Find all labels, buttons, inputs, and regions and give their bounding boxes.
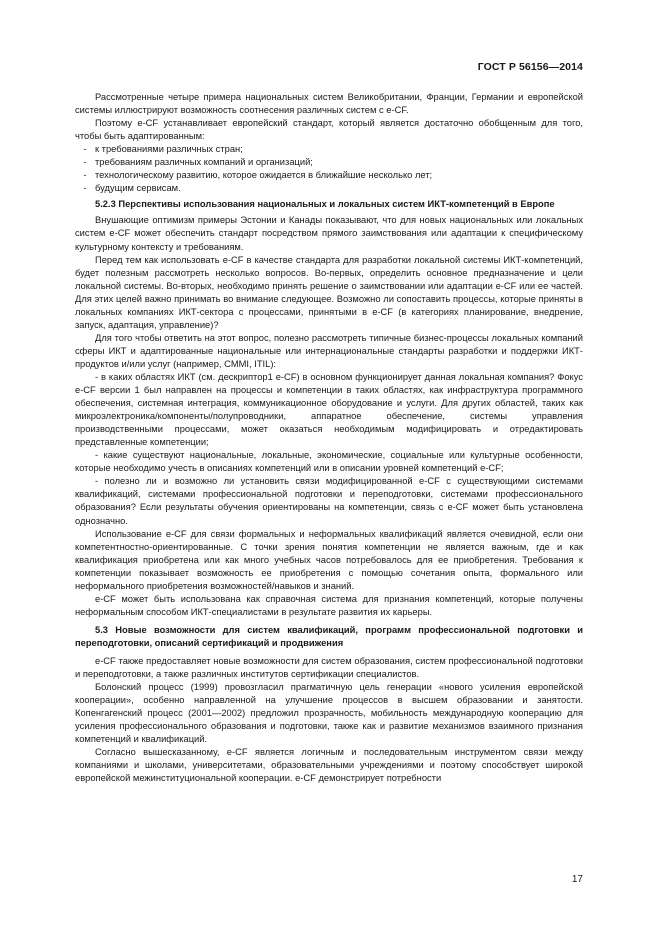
paragraph: Рассмотренные четыре примера национальных систем Великобритании, Франции, Германии и европейской системы иллюстрируют возможность соотнесения различных систем с e-CF. xyxy=(75,92,583,116)
list-dash: - xyxy=(83,157,87,168)
list-dash: - xyxy=(95,450,99,461)
list-item-text: будущим сервисам. xyxy=(95,183,181,194)
paragraph: Согласно вышесказанному, e-CF является логичным и последовательным инструментом связи между компаниями и школами, университетами, образовательными учреждениями и поэтому способствует широкой европейской межинституциональной кооперации. e-CF демонстрирует потребности xyxy=(75,747,583,784)
list-item-text: к требованиями различных стран; xyxy=(95,144,243,155)
list-item-text: технологическому развитию, которое ожидается в ближайшие несколько лет; xyxy=(95,170,433,181)
paragraph: Использование e-CF для связи формальных и неформальных квалификаций является очевидной, если они компетентностно-ориентированные. С точки зрения понятия компетенции не является важным, где и как квалификация приобретена или как много учебных часов потребовалось для ее приобретения. Требования к компетенции показывает возможность ее приобретения с помощью сочетания опыта, формального или неформального приобретения возможностей/навыков и знаний. xyxy=(75,528,583,591)
document-body xyxy=(75,91,583,785)
paragraph: Перед тем как использовать e-CF в качестве стандарта для разработки локальной системы ИКТ-компетенций, будет полезным рассмотреть несколько вопросов. Во-первых, определить основное предназначение и цели локальной системы. Во-вторых, необходимо принять решение о заимствовании или адаптации e-CF или ее частей. Для этих целей важно принимать во внимание следующее. Возможно ли сопоставить процессы, которые приняты в локальных компаниях ИКТ-сектора с процессами, принятыми в e-CF (в категориях планирование, внедрение, запуск, адаптация, управление)? xyxy=(75,254,583,330)
list-dash: - xyxy=(83,170,87,181)
list-dash: - xyxy=(83,183,87,194)
bullet-paragraph xyxy=(75,475,583,527)
bullet-text: в каких областях ИКТ (см. дескриптор1 e-CF) в основном функционирует данная локальная компания? Фокус e-CF версии 1 был направлен на процессы и компетенции в таких областях, как инфраструктура программного обеспечения, системная интеграция, коммуникационное оборудование и услуги. Для других областей, таких как микроэлектроника/компоненты/полупроводники, аппаратное обеспечение, системы управления производственными процессами, может оказаться необходимым модифицировать и отредактировать представленные компетенции; xyxy=(75,371,583,448)
page-number: 17 xyxy=(571,874,583,885)
bullet-text: полезно ли и возможно ли установить связи модифицированной e-CF с существующими системами квалификаций, системами профессиональной подготовки и переподготовки, системами профессионального образования? Если результаты обучения ориентированы на компетенции, связь с e-CF может быть установлена однозначно. xyxy=(75,476,583,526)
paragraph: Болонский процесс (1999) провозгласил прагматичную цель генерации «нового усиления европейской кооперации», особенно направленной на улучшение процессов в высшем образовании и занятости. Копенгагенский процесс (2001—2002) предложил прозрачность, мобильность международную кооперацию для усиления профессионального образования и подготовки, также как и развитие механизмов взаимного признания компетенций и квалификаций. xyxy=(75,682,583,745)
paragraph: Поэтому e-CF устанавливает европейский стандарт, который является достаточно обобщенным для того, чтобы быть адаптированным: xyxy=(75,118,583,142)
list-item xyxy=(75,156,583,169)
bullet-paragraph xyxy=(75,449,583,475)
section-heading: 5.3 Новые возможности для систем квалификаций, программ профессиональной подготовки и переподготовки, описаний сертификаций и продвижения xyxy=(75,624,583,648)
paragraph: e-CF также предоставляет новые возможности для систем образования, систем профессиональной подготовки и переподготовки, а также различных институтов сертификации специалистов. xyxy=(75,655,583,680)
standard-code-header: ГОСТ Р 56156—2014 xyxy=(477,61,583,73)
list-item-text: требованиям различных компаний и организаций; xyxy=(95,157,313,168)
section-heading: 5.2.3 Перспективы использования национальных и локальных систем ИКТ-компетенций в Европе xyxy=(95,199,555,210)
list-dash: - xyxy=(95,476,99,487)
list-item xyxy=(75,169,583,182)
bullet-paragraph xyxy=(75,371,583,449)
list-dash: - xyxy=(83,144,87,155)
paragraph: Для того чтобы ответить на этот вопрос, полезно рассмотреть типичные бизнес-процессы локальных компаний сферы ИКТ и адаптированные национальные или интернациональные стандарты разработки и поддержки ИКТ-продуктов и/или услуг (например, CMMI, ITIL): xyxy=(75,332,583,369)
list-item xyxy=(75,143,583,156)
paragraph: e-CF может быть использована как справочная система для признания компетенций, которые получены неформальным способом ИКТ-специалистами в результате развития их карьеры. xyxy=(75,593,583,617)
list-dash: - xyxy=(95,371,99,382)
list-item xyxy=(75,182,583,195)
bullet-text: какие существуют национальные, локальные, экономические, социальные или культурные особенности, которые необходимо учесть в описаниях компетенций или в описании уровней компетенций e-CF; xyxy=(75,450,583,474)
paragraph: Внушающие оптимизм примеры Эстонии и Канады показывают, что для новых национальных или локальных систем e-CF может обеспечить стандарт посредством прямого заимствования или адаптации к специфическому культурному контексту и требованиям. xyxy=(75,215,583,252)
